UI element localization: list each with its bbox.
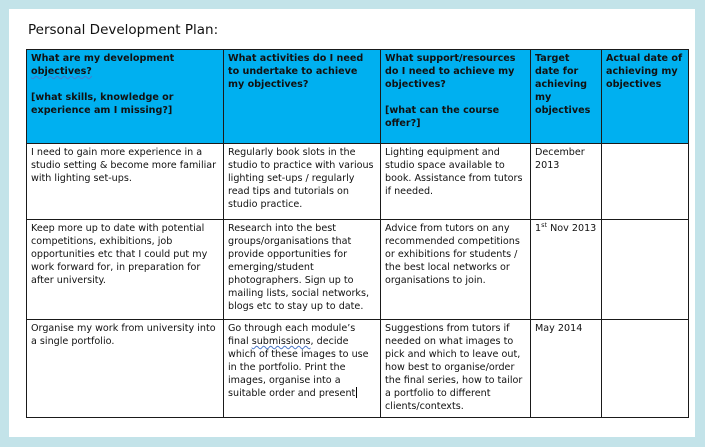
cell-target-date[interactable] bbox=[531, 220, 602, 320]
table-row bbox=[27, 144, 689, 220]
header-activities bbox=[224, 50, 381, 144]
header-target-date bbox=[531, 50, 602, 144]
cell-objective[interactable]: Organise my work from university into a single portfolio. bbox=[27, 320, 224, 418]
document-page bbox=[9, 9, 695, 437]
cell-support[interactable]: Suggestions from tutors if needed on what images to pick and which to leave out, how best to organise/order the final series, how to tailor a portfolio to different clients/contexts. bbox=[381, 320, 531, 418]
header-actual-date-text: Actual date of achieving my objectives bbox=[606, 53, 683, 90]
header-objectives-sub: [what skills, knowledge or experience am I missing?] bbox=[31, 92, 174, 116]
cell-actual-date[interactable] bbox=[602, 220, 689, 320]
text-cursor bbox=[356, 387, 357, 398]
cell-objective[interactable]: I need to gain more experience in a studio setting & become more familiar with lighting set-ups. bbox=[27, 144, 224, 220]
cell-support[interactable]: Advice from tutors on any recommended competitions or exhibitions for students / the best local networks or organisations to join. bbox=[381, 220, 531, 320]
cell-actual-date[interactable] bbox=[602, 144, 689, 220]
page-title: Personal Development Plan: bbox=[28, 22, 219, 38]
header-support-sub: [what can the course offer?] bbox=[385, 105, 500, 129]
development-plan-table bbox=[26, 49, 689, 418]
header-objectives bbox=[27, 50, 224, 144]
header-activities-text: What activities do I need to undertake to achieve my objectives? bbox=[228, 53, 364, 90]
header-support-text: What support/resources do I need to achieve my objectives? bbox=[385, 53, 516, 90]
header-target-date-text: Target date for achieving my objectives bbox=[535, 53, 591, 116]
table-row bbox=[27, 320, 689, 418]
cell-activities[interactable]: Regularly book slots in the studio to practice with various lighting set-ups / regularly read tips and tutorials on studio practice. bbox=[224, 144, 381, 220]
activities-text-post: , decide which of these images to use in the portfolio. Print the images, organise into a suitable order and present bbox=[228, 336, 369, 399]
target-day-suffix: st bbox=[541, 220, 548, 229]
table-row bbox=[27, 220, 689, 320]
header-actual-date bbox=[602, 50, 689, 144]
activities-text-pre: Go through each module’s final bbox=[228, 323, 356, 347]
target-rest: Nov 2013 bbox=[547, 223, 597, 234]
header-support bbox=[381, 50, 531, 144]
activities-text-misspelled: submissions bbox=[251, 336, 311, 347]
cell-activities[interactable]: Research into the best groups/organisations that provide opportunities for emerging/student photographers. Sign up to mailing lists, social networks, blogs etc to stay up to date. bbox=[224, 220, 381, 320]
table-header-row bbox=[27, 50, 689, 144]
cell-support[interactable]: Lighting equipment and studio space available to book. Assistance from tutors if needed. bbox=[381, 144, 531, 220]
cell-target-date[interactable]: December 2013 bbox=[531, 144, 602, 220]
cell-objective[interactable]: Keep more up to date with potential competitions, exhibitions, job opportunities etc that I could put my work forward for, in preparation for after university. bbox=[27, 220, 224, 320]
cell-target-date[interactable]: May 2014 bbox=[531, 320, 602, 418]
cell-activities[interactable] bbox=[224, 320, 381, 418]
target-day: 1 bbox=[535, 223, 542, 234]
header-objectives-line1: What are my development bbox=[31, 53, 175, 64]
header-objectives-line2: objectives? bbox=[31, 66, 92, 77]
cell-actual-date[interactable] bbox=[602, 320, 689, 418]
